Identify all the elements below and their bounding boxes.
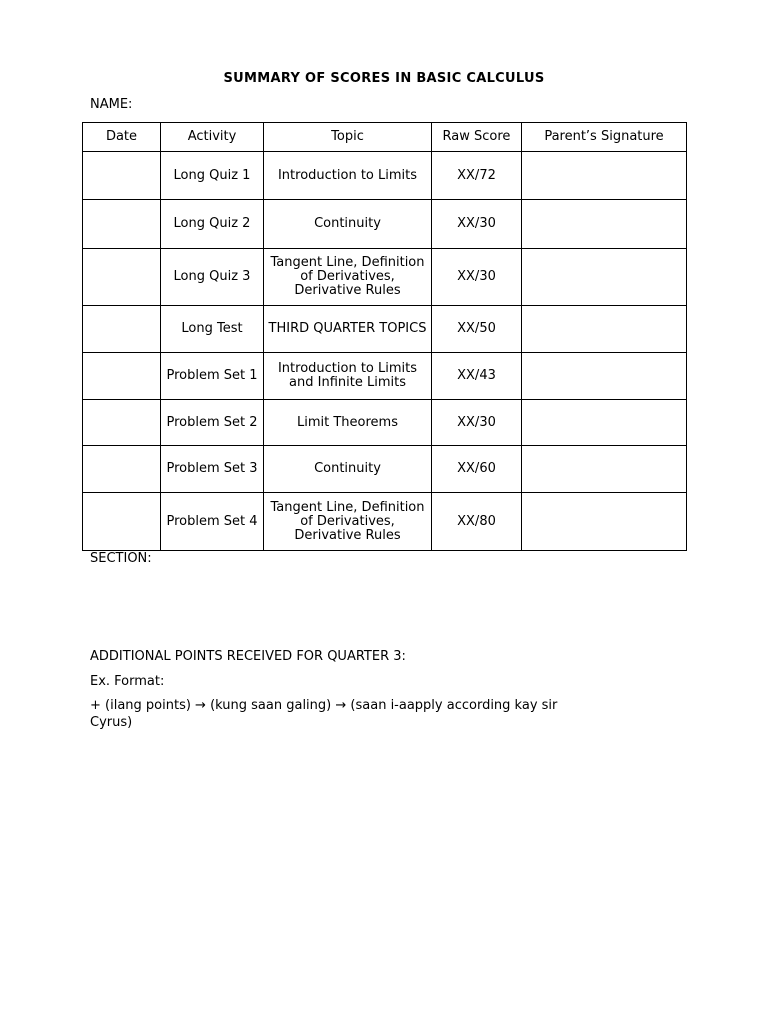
header-date: Date <box>83 123 161 152</box>
activity-cell: Long Test <box>161 306 264 353</box>
date-cell <box>83 493 161 551</box>
header-activity: Activity <box>161 123 264 152</box>
format-example <box>90 698 670 713</box>
raw-score-cell: XX/30 <box>432 400 522 446</box>
header-parents-signature: Parent’s Signature <box>522 123 687 152</box>
name-label: NAME: <box>90 97 133 112</box>
topic-cell: Limit Theorems <box>264 400 432 446</box>
activity-cell: Long Quiz 1 <box>161 152 264 200</box>
topic-cell: Introduction to Limits and Infinite Limits <box>264 353 432 400</box>
format-part-apply: (saan i-aapply according kay sir <box>346 698 558 713</box>
raw-score-cell: XX/72 <box>432 152 522 200</box>
signature-cell <box>522 400 687 446</box>
date-cell <box>83 306 161 353</box>
topic-cell: Continuity <box>264 200 432 249</box>
signature-cell <box>522 152 687 200</box>
date-cell <box>83 152 161 200</box>
format-label: Ex. Format: <box>90 674 165 689</box>
header-topic: Topic <box>264 123 432 152</box>
topic-cell: Tangent Line, Definition of Derivatives, Derivative Rules <box>264 249 432 306</box>
date-cell <box>83 200 161 249</box>
signature-cell <box>522 353 687 400</box>
table-row <box>83 152 687 200</box>
raw-score-cell: XX/60 <box>432 446 522 493</box>
raw-score-cell: XX/50 <box>432 306 522 353</box>
additional-points-label: ADDITIONAL POINTS RECEIVED FOR QUARTER 3: <box>90 649 406 664</box>
raw-score-cell: XX/30 <box>432 200 522 249</box>
date-cell <box>83 353 161 400</box>
signature-cell <box>522 493 687 551</box>
raw-score-cell: XX/30 <box>432 249 522 306</box>
section-label: SECTION: <box>90 551 152 566</box>
activity-cell: Problem Set 2 <box>161 400 264 446</box>
activity-cell: Long Quiz 3 <box>161 249 264 306</box>
activity-cell: Long Quiz 2 <box>161 200 264 249</box>
topic-cell: Continuity <box>264 446 432 493</box>
date-cell <box>83 400 161 446</box>
format-example-continued: Cyrus) <box>90 715 133 730</box>
table-row <box>83 446 687 493</box>
table-row <box>83 353 687 400</box>
header-raw-score: Raw Score <box>432 123 522 152</box>
activity-cell: Problem Set 4 <box>161 493 264 551</box>
table-row <box>83 306 687 353</box>
date-cell <box>83 249 161 306</box>
raw-score-cell: XX/80 <box>432 493 522 551</box>
table-row <box>83 400 687 446</box>
scores-table <box>82 122 687 551</box>
signature-cell <box>522 200 687 249</box>
activity-cell: Problem Set 1 <box>161 353 264 400</box>
table-row <box>83 200 687 249</box>
signature-cell <box>522 249 687 306</box>
table-row <box>83 249 687 306</box>
arrow-right-icon: → <box>335 698 347 713</box>
arrow-right-icon: → <box>195 698 206 713</box>
raw-score-cell: XX/43 <box>432 353 522 400</box>
table-header-row <box>83 123 687 152</box>
topic-cell: Tangent Line, Definition of Derivatives, Derivative Rules <box>264 493 432 551</box>
document-title: SUMMARY OF SCORES IN BASIC CALCULUS <box>223 71 545 86</box>
table-row <box>83 493 687 551</box>
format-part-points: + (ilang points) <box>90 698 196 713</box>
date-cell <box>83 446 161 493</box>
activity-cell: Problem Set 3 <box>161 446 264 493</box>
topic-cell: THIRD QUARTER TOPICS <box>264 306 432 353</box>
format-part-source: (kung saan galing) <box>205 698 336 713</box>
topic-cell: Introduction to Limits <box>264 152 432 200</box>
signature-cell <box>522 306 687 353</box>
signature-cell <box>522 446 687 493</box>
